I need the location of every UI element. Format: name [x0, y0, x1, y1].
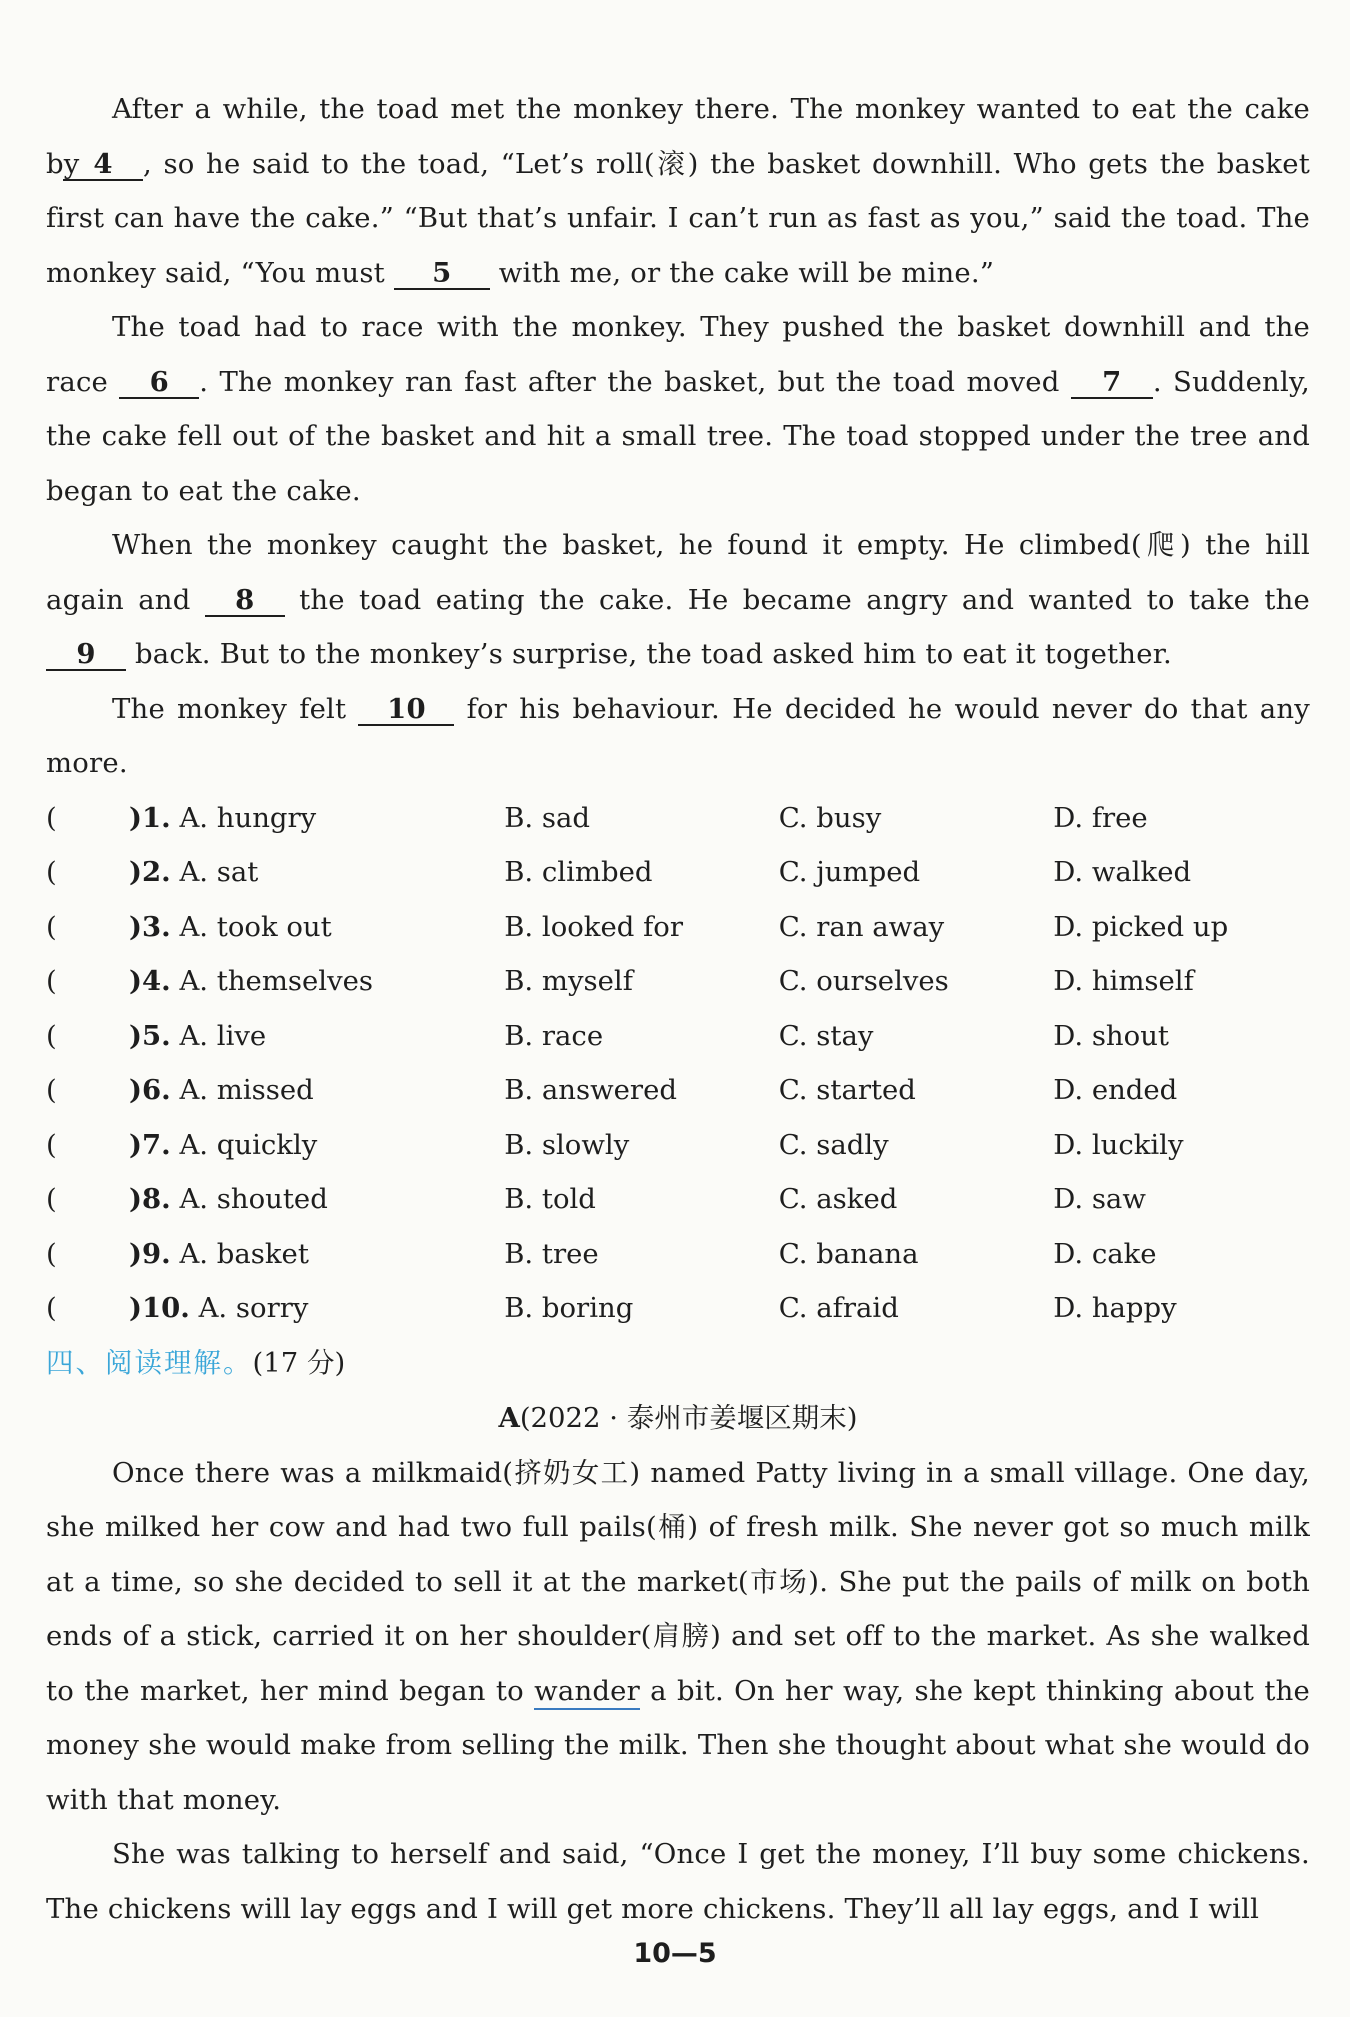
paragraph-text: with me, or the cake will be mine.” — [489, 256, 995, 289]
question-number: )4. — [128, 965, 171, 997]
question-row — [46, 1281, 1310, 1336]
option-a-text: A. took out — [179, 910, 332, 943]
option-c: C. jumped — [778, 856, 921, 888]
passage-source: (2022 · 泰州市姜堰区期末) — [519, 1401, 858, 1434]
option-c: C. stay — [778, 1019, 874, 1052]
question-number: )10. — [128, 1292, 190, 1324]
paragraph-text: When the monkey caught the basket, he found it empty. He climbed(爬) the hill again and — [46, 529, 1310, 616]
answer-paren[interactable]: ( — [46, 910, 57, 943]
option-b: B. told — [504, 1183, 596, 1215]
option-a — [129, 954, 504, 1009]
option-a — [129, 1227, 504, 1282]
option-a — [129, 1063, 504, 1118]
passage-paragraph-2: She was talking to herself and said, “Once I get the money, I’ll buy some chickens. The chickens will lay eggs and I will get more chickens. They’ll all lay eggs, and I will — [46, 1838, 1310, 1925]
option-a-text: A. themselves — [179, 965, 373, 997]
option-b: B. slowly — [504, 1128, 630, 1161]
blank-4[interactable]: 4 — [63, 147, 143, 181]
option-d: D. luckily — [1053, 1128, 1184, 1161]
underlined-word: wander — [534, 1675, 640, 1710]
option-a-text: A. hungry — [179, 801, 317, 834]
option-d: D. free — [1053, 801, 1148, 834]
option-b: B. myself — [504, 965, 633, 997]
option-c: C. sadly — [778, 1128, 889, 1161]
question-row — [46, 1118, 1310, 1173]
option-b: B. race — [504, 1019, 604, 1052]
question-number: )5. — [128, 1019, 171, 1052]
blank-7[interactable]: 7 — [1071, 365, 1153, 399]
question-row — [46, 954, 1310, 1009]
blank-5[interactable]: 5 — [394, 256, 490, 290]
answer-paren[interactable]: ( — [46, 856, 57, 888]
paragraph-3 — [46, 518, 1310, 682]
paragraph-text: Once there was a milkmaid(挤奶女工) named Patty living in a small village. One day, she milked her cow and had two full pails(桶) of fresh milk. She never got so much milk at a time, so she decided to sell it at the market(市场). She put the pails of milk on both ends of a stick, carried it on her shoulder(肩膀) and set off to the market. As she walked to the market, her mind began to — [46, 1456, 1310, 1707]
question-row — [46, 900, 1310, 955]
question-row — [46, 1172, 1310, 1227]
question-options — [46, 791, 1310, 1336]
blank-10[interactable]: 10 — [358, 692, 454, 726]
option-a-text: A. sat — [179, 856, 259, 888]
question-number: )3. — [128, 910, 171, 943]
question-number: )6. — [128, 1074, 171, 1106]
option-a-text: A. sorry — [198, 1292, 309, 1324]
option-a-text: A. live — [179, 1019, 267, 1052]
question-number: )8. — [128, 1183, 171, 1215]
paragraph-text: a bit. On her way, she kept thinking about the money she would make from selling the milk. Then she thought about what she would do with that money. — [46, 1674, 1311, 1816]
question-row — [46, 1227, 1310, 1282]
option-d: D. ended — [1053, 1074, 1178, 1106]
option-c: C. busy — [778, 801, 882, 834]
option-c: C. ran away — [778, 910, 945, 943]
paragraph-text: The toad had to race with the monkey. They pushed the basket downhill and the race — [46, 311, 1310, 398]
question-number: )1. — [128, 801, 171, 834]
question-number: )9. — [128, 1237, 171, 1270]
option-d: D. shout — [1053, 1019, 1169, 1052]
question-row — [46, 791, 1310, 846]
answer-paren[interactable]: ( — [46, 1074, 57, 1106]
question-number: )2. — [128, 856, 171, 888]
option-d: D. himself — [1053, 965, 1194, 997]
section-score: (17 分) — [252, 1346, 346, 1379]
paragraph-4 — [46, 682, 1310, 791]
option-a-text: A. basket — [179, 1237, 309, 1270]
option-a-text: A. quickly — [179, 1128, 318, 1161]
option-c: C. started — [778, 1074, 916, 1106]
question-row — [46, 1063, 1310, 1118]
option-d: D. cake — [1053, 1237, 1157, 1270]
paragraph-text: After a while, the toad met the monkey there. The monkey wanted to eat the cake by — [46, 93, 1310, 180]
paragraph-1 — [46, 82, 1310, 300]
paragraph-text: for his behaviour. He decided he would never do that any more. — [46, 692, 1311, 779]
blank-8[interactable]: 8 — [205, 583, 285, 617]
blank-6[interactable]: 6 — [119, 365, 199, 399]
answer-paren[interactable]: ( — [46, 1292, 57, 1324]
paragraph-text: the toad eating the cake. He became angry and wanted to take the — [284, 583, 1311, 616]
paragraph-text: back. But to the monkey’s surprise, the toad asked him to eat it together. — [126, 638, 1172, 670]
option-c: C. banana — [778, 1237, 919, 1270]
option-b: B. climbed — [504, 856, 653, 888]
option-a-text: A. missed — [179, 1074, 314, 1106]
answer-paren[interactable]: ( — [46, 1019, 57, 1052]
option-d: D. saw — [1053, 1183, 1146, 1215]
option-c: C. ourselves — [778, 965, 949, 997]
question-row — [46, 1009, 1310, 1064]
answer-paren[interactable]: ( — [46, 965, 57, 997]
question-row — [46, 845, 1310, 900]
option-a — [129, 900, 504, 955]
paragraph-text: , so he said to the toad, “Let’s roll(滚) the basket downhill. Who gets the basket first can have the cake.” “But that’s unfair. I can’t run as fast as you,” said the toad. The monkey said, “You must — [46, 147, 1310, 289]
page-number: 10—5 — [633, 1938, 717, 1969]
option-d: D. walked — [1053, 856, 1192, 888]
option-c: C. asked — [778, 1183, 898, 1215]
passage-paragraph-1 — [46, 1446, 1310, 1828]
passage-title — [46, 1390, 1310, 1446]
section-heading — [46, 1336, 1310, 1390]
option-c: C. afraid — [778, 1292, 899, 1324]
paragraph-text: The monkey felt — [112, 692, 359, 725]
option-d: D. picked up — [1053, 910, 1229, 943]
blank-9[interactable]: 9 — [46, 637, 126, 671]
option-a-text: A. shouted — [179, 1183, 328, 1215]
option-a — [129, 1281, 504, 1336]
passage-label: A — [498, 1401, 520, 1434]
answer-paren[interactable]: ( — [46, 801, 57, 834]
option-b: B. sad — [504, 801, 591, 834]
option-a — [129, 1009, 504, 1064]
option-b: B. boring — [504, 1292, 634, 1324]
option-a — [129, 791, 504, 846]
answer-paren[interactable]: ( — [46, 1237, 57, 1270]
option-b: B. answered — [504, 1074, 677, 1106]
option-a — [129, 1118, 504, 1173]
paragraph-text: . Suddenly, the cake fell out of the basket and hit a small tree. The toad stopped under the tree and began to eat the cake. — [46, 365, 1310, 507]
answer-paren[interactable]: ( — [46, 1128, 57, 1161]
option-d: D. happy — [1053, 1292, 1177, 1324]
option-a — [129, 1172, 504, 1227]
answer-paren[interactable]: ( — [46, 1183, 57, 1215]
paragraph-text: . The monkey ran fast after the basket, but the toad moved — [199, 365, 1071, 398]
paragraph-2 — [46, 300, 1310, 518]
option-b: B. tree — [504, 1237, 599, 1270]
option-a — [129, 845, 504, 900]
question-number: )7. — [128, 1128, 171, 1161]
option-b: B. looked for — [504, 910, 683, 943]
section-title: 四、阅读理解。 — [46, 1346, 253, 1379]
